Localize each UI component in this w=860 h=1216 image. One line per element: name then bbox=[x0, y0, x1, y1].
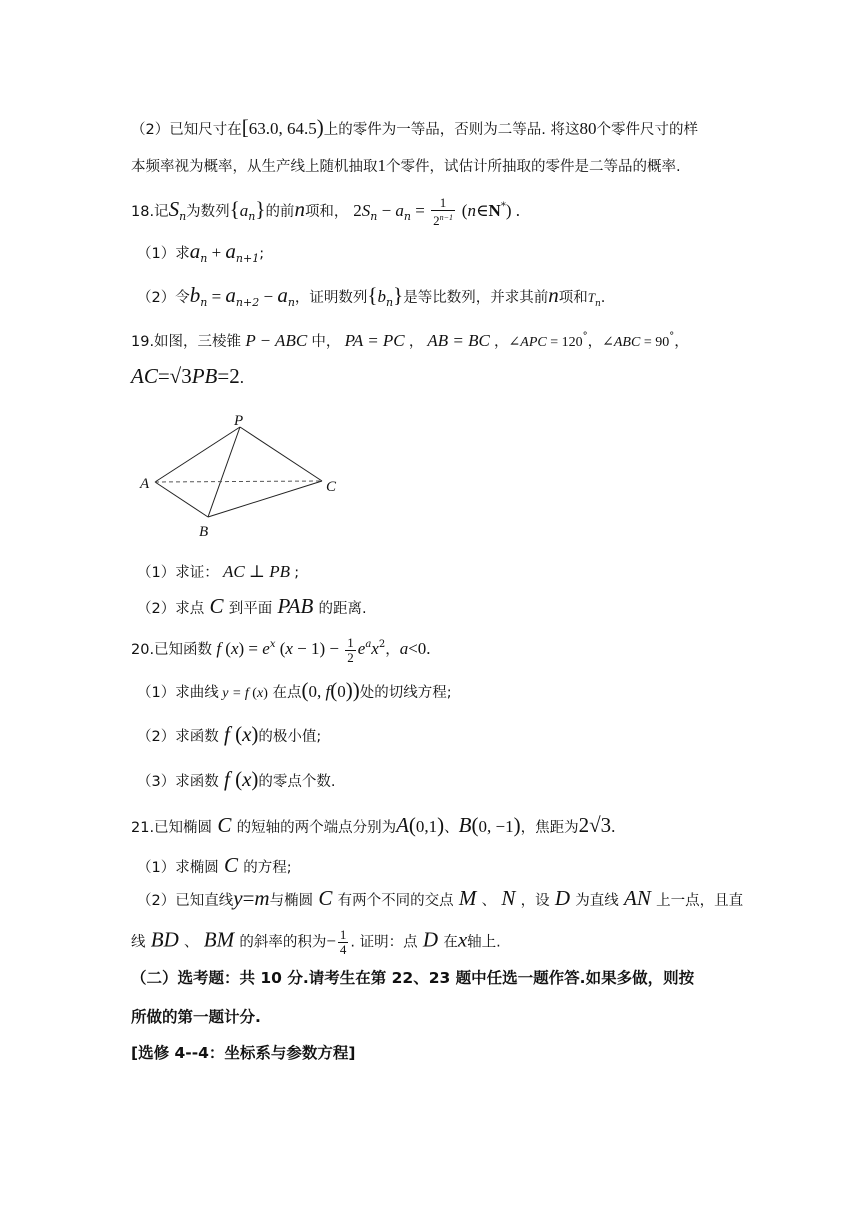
q20-part3: （3）求函数 f (x)的零点个数. bbox=[137, 767, 336, 791]
q20-stem: 20.已知函数 f $(x) = e^x$ (x − 1) − $\frac{1}{2}$ $e^ax^2$，a<0. bbox=[131, 634, 431, 665]
label-C: C bbox=[326, 479, 337, 495]
label-B: B bbox=[199, 524, 209, 540]
q19-part2: （2）求点 C 到平面 PAB 的距离. bbox=[137, 594, 367, 618]
q17-part2-line2: 本频率视为概率，从生产线上随机抽取1个零件，试估计所抽取的零件是二等品的概率. bbox=[131, 156, 681, 175]
section-optional-title-2: 所做的第一题计分. bbox=[131, 1008, 261, 1026]
q21-part2-line2: 线 BD 、 BM 的斜率的积为− $\frac{1}{4}$ . 证明：点 D 在x轴上. bbox=[131, 927, 501, 957]
edge-BC bbox=[208, 481, 322, 517]
section-optional-title: （二）选考题：共 10 分.请考生在第 22、23 题中任选一题作答.如果多做，则按 bbox=[131, 969, 695, 987]
section-elective-title: [选修 4--4：坐标系与参数方程] bbox=[131, 1044, 356, 1062]
label-A: A bbox=[140, 476, 150, 492]
q18-part2: （2）令$b_n = a_{n+2} - a_n$，证明数列$\{b_n\}$是等比数列，并求其前n项和$T_n$. bbox=[137, 283, 606, 309]
q18-stem: 18.记$S_n$为数列$\{a_n\}$的前n项和， $2S_n - a_n$ = $\frac{1}{2^{n-1}}$ (n∈N*) . bbox=[131, 195, 520, 228]
q18-part1: （1）求$a_n + a_{n+1}$; bbox=[137, 239, 265, 265]
q20-part1: （1）求曲线 y = f (x) 在点(0, f(0))处的切线方程; bbox=[137, 678, 452, 702]
edge-AB bbox=[155, 482, 208, 517]
edge-PB bbox=[208, 427, 240, 517]
label-P: P bbox=[234, 413, 244, 429]
q20-part2: （2）求函数 f (x)的极小值; bbox=[137, 722, 322, 746]
q19-stem-line2: AC=√3PB=2. bbox=[131, 364, 244, 388]
q19-stem: 19.如图，三棱锥 P − ABC 中， PA = PC ， AB = BC ，∠APC = 120°，∠ABC = 90°， bbox=[131, 331, 689, 350]
q21-part2-line1: （2）已知直线y=m与椭圆 C 有两个不同的交点 M 、 N ，设 D 为直线 AN 上一点，且直 bbox=[137, 886, 744, 910]
q21-stem: 21.已知椭圆 C 的短轴的两个端点分别为A(0,1)、B(0, −1)，焦距为2√3. bbox=[131, 813, 616, 837]
edge-PC bbox=[240, 427, 322, 481]
q19-part1: （1）求证： AC ⊥ PB ; bbox=[137, 562, 300, 581]
edge-AC bbox=[155, 481, 322, 482]
q21-part1: （1）求椭圆 C 的方程; bbox=[137, 853, 292, 877]
q17-part2-line1: （2）已知尺寸在[63.0, 64.5)上的零件为一等品，否则为二等品. 将这80个零件尺寸的样 bbox=[131, 115, 698, 139]
pyramid-figure bbox=[130, 405, 360, 545]
edge-PA bbox=[155, 427, 240, 482]
